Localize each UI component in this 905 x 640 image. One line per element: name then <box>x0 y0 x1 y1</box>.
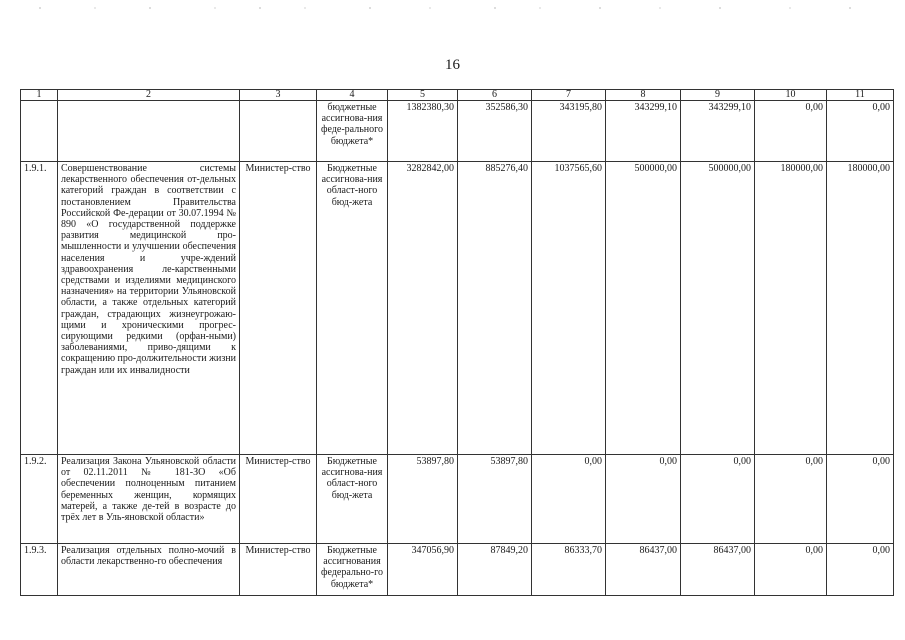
column-number: 9 <box>681 90 755 101</box>
row-value: 0,00 <box>827 544 894 596</box>
table-row <box>21 544 894 596</box>
table-row <box>21 455 894 544</box>
page-number: 16 <box>445 57 460 73</box>
row-value: 1382380,30 <box>388 101 458 162</box>
row-funding-source: бюджетные ассигнова-ния феде-рального бюджета* <box>317 101 388 162</box>
row-value: 53897,80 <box>388 455 458 544</box>
row-value: 0,00 <box>755 455 827 544</box>
row-funding-source: Бюджетные ассигнова-ния област-ного бюд-жета <box>317 455 388 544</box>
row-value: 343195,80 <box>532 101 606 162</box>
row-value: 0,00 <box>532 455 606 544</box>
column-number-row <box>21 90 894 101</box>
row-value: 343299,10 <box>681 101 755 162</box>
budget-table <box>20 89 894 596</box>
row-code: 1.9.3. <box>21 544 58 596</box>
row-value: 885276,40 <box>458 162 532 455</box>
row-funding-source: Бюджетные ассигнова-ния област-ного бюд-жета <box>317 162 388 455</box>
column-number: 8 <box>606 90 681 101</box>
row-value: 86333,70 <box>532 544 606 596</box>
row-value: 0,00 <box>606 455 681 544</box>
row-description <box>58 101 240 162</box>
row-value: 180000,00 <box>755 162 827 455</box>
column-number: 10 <box>755 90 827 101</box>
row-description: Реализация отдельных полно-мочий в области лекарственно-го обеспечения <box>58 544 240 596</box>
row-description: Совершенствование системы лекарственного обеспечения от-дельных категорий граждан в соответствии с постановлением Правительства Российской Фе-дерации от 30.07.1994 № 890 «О государственной поддержке развития медицинской про-мышленности и улучшении обеспечения населения и учре-ждений здравоохранения ле-карственными средствами и изделиями медицинского назначения» на территории Ульяновской области, а также отдельных категорий граждан, страдающих жизнеугрожаю-щими и хроническими прогрес-сирующими редкими (орфан-ными) заболеваниями, приво-дящими к сокращению про-должительности жизни граждан или их инвалидности <box>58 162 240 455</box>
row-value: 0,00 <box>681 455 755 544</box>
row-value: 343299,10 <box>606 101 681 162</box>
row-value: 0,00 <box>755 544 827 596</box>
row-code: 1.9.2. <box>21 455 58 544</box>
column-number: 1 <box>21 90 58 101</box>
row-value: 180000,00 <box>827 162 894 455</box>
row-value: 347056,90 <box>388 544 458 596</box>
column-number: 5 <box>388 90 458 101</box>
column-number: 11 <box>827 90 894 101</box>
row-value: 0,00 <box>827 101 894 162</box>
row-value: 500000,00 <box>606 162 681 455</box>
column-number: 4 <box>317 90 388 101</box>
row-executor: Министер-ство <box>240 455 317 544</box>
column-number: 6 <box>458 90 532 101</box>
table-row <box>21 162 894 455</box>
row-value: 352586,30 <box>458 101 532 162</box>
row-value: 3282842,00 <box>388 162 458 455</box>
row-executor: Министер-ство <box>240 544 317 596</box>
row-value: 86437,00 <box>681 544 755 596</box>
row-value: 53897,80 <box>458 455 532 544</box>
scan-artifact-dots <box>0 6 905 10</box>
row-executor: Министер-ство <box>240 162 317 455</box>
table-row <box>21 101 894 162</box>
column-number: 2 <box>58 90 240 101</box>
column-number: 3 <box>240 90 317 101</box>
row-code <box>21 101 58 162</box>
row-value: 86437,00 <box>606 544 681 596</box>
row-executor <box>240 101 317 162</box>
row-code: 1.9.1. <box>21 162 58 455</box>
row-value: 0,00 <box>827 455 894 544</box>
row-value: 0,00 <box>755 101 827 162</box>
column-number: 7 <box>532 90 606 101</box>
row-value: 1037565,60 <box>532 162 606 455</box>
row-description: Реализация Закона Ульяновской области от 02.11.2011 № 181-ЗО «Об обеспечении полноценным питанием беременных женщин, кормящих матерей, а также де-тей в возрасте до трёх лет в Уль-яновской области» <box>58 455 240 544</box>
row-funding-source: Бюджетные ассигнования федерально-го бюджета* <box>317 544 388 596</box>
row-value: 87849,20 <box>458 544 532 596</box>
row-value: 500000,00 <box>681 162 755 455</box>
